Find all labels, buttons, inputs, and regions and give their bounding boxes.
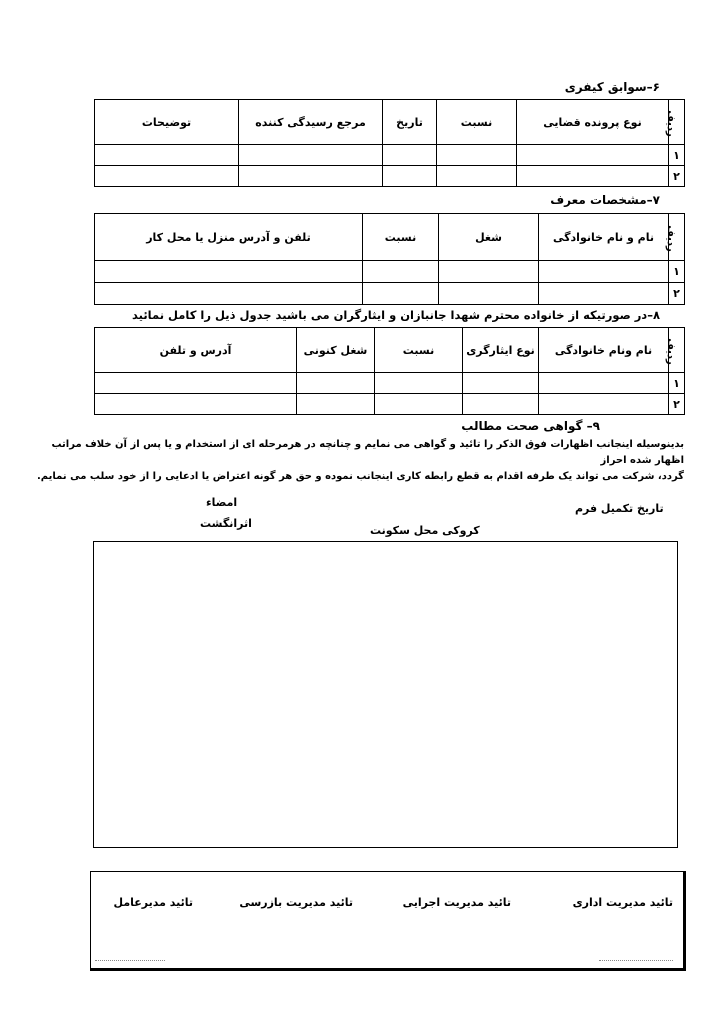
input-cell[interactable] [517,166,669,187]
header-row-number: ردیف [669,100,685,145]
input-cell[interactable] [383,166,437,187]
header-full-name: نام و نام خانوادگی [539,214,669,261]
certification-line-1: بدینوسیله اینجانب اظهارات فوق الذکر را تائید و گواهی می نمایم و چنانچه در هرمرحله ای از استخدام و یا پس از آن خلاف مراتب اظهار شده احراز [51,439,684,466]
section-9-title: ۹– گواهی صحت مطالب [461,419,600,433]
row-number: ۲ [669,166,685,187]
header-current-job: شغل کنونی [297,328,375,373]
approval-admin: تائید مدیریت اداری [572,896,673,909]
header-date: تاریخ [383,100,437,145]
form-date-label: تاریخ تکمیل فرم [575,502,664,515]
row-number: ۲ [669,283,685,305]
signature-label: امضاء [206,496,238,509]
map-label: کروکی محل سکونت [370,524,480,537]
input-cell[interactable] [375,394,463,415]
section-8-title: ۸–در صورتیکه از خانواده محترم شهدا جانبازان و ایثارگران می باشید جدول ذیل را کامل نمائید [132,308,660,322]
input-cell[interactable] [539,283,669,305]
input-cell[interactable] [95,394,297,415]
header-row-number: ردیف [669,214,685,261]
header-full-name: نام ونام خانوادگی [539,328,669,373]
input-cell[interactable] [363,283,439,305]
input-cell[interactable] [239,166,383,187]
header-relation: نسبت [363,214,439,261]
input-cell[interactable] [439,261,539,283]
input-cell[interactable] [363,261,439,283]
input-cell[interactable] [95,166,239,187]
certification-text [34,437,684,485]
approvals-box [90,871,686,971]
row-number: ۱ [669,145,685,166]
input-cell[interactable] [95,145,239,166]
header-phone-address: تلفن و آدرس منزل یا محل کار [95,214,363,261]
input-cell[interactable] [95,373,297,394]
input-cell[interactable] [463,394,539,415]
signature-dots-right [599,960,673,961]
signature-dots-left [95,960,165,961]
input-cell[interactable] [383,145,437,166]
input-cell[interactable] [539,373,669,394]
header-sacrifice-type: نوع ایثارگری [463,328,539,373]
header-case-type: نوع پرونده قضایی [517,100,669,145]
approval-inspection: تائید مدیریت بازرسی [239,896,353,909]
input-cell[interactable] [297,394,375,415]
header-job: شغل [439,214,539,261]
approval-ceo: تائید مدیرعامل [113,896,193,909]
input-cell[interactable] [297,373,375,394]
input-cell[interactable] [539,261,669,283]
martyr-family-table [94,327,685,415]
row-number: ۲ [669,394,685,415]
input-cell[interactable] [463,373,539,394]
header-relation: نسبت [437,100,517,145]
header-row-number: ردیف [669,328,685,373]
input-cell[interactable] [439,283,539,305]
residence-map-box[interactable] [93,541,678,848]
input-cell[interactable] [239,145,383,166]
section-7-title: ۷–مشخصات معرف [550,193,660,207]
criminal-record-table [94,99,685,187]
approval-executive: تائید مدیریت اجرایی [402,896,511,909]
header-address-phone: آدرس و تلفن [95,328,297,373]
input-cell[interactable] [437,166,517,187]
fingerprint-label: اثرانگشت [200,517,252,530]
input-cell[interactable] [437,145,517,166]
input-cell[interactable] [375,373,463,394]
header-authority: مرجع رسیدگی کننده [239,100,383,145]
input-cell[interactable] [95,261,363,283]
header-relation: نسبت [375,328,463,373]
referrer-table [94,213,685,305]
input-cell[interactable] [95,283,363,305]
section-6-title: ۶–سوابق کیفری [564,80,660,94]
input-cell[interactable] [517,145,669,166]
header-notes: توضیحات [95,100,239,145]
certification-line-2: گردد، شرکت می تواند یک طرفه اقدام به قطع رابطه کاری اینجانب نموده و حق هر گونه اعتراض یا ادعایی را از خود سلب می نمایم. [36,471,684,482]
row-number: ۱ [669,373,685,394]
input-cell[interactable] [539,394,669,415]
row-number: ۱ [669,261,685,283]
